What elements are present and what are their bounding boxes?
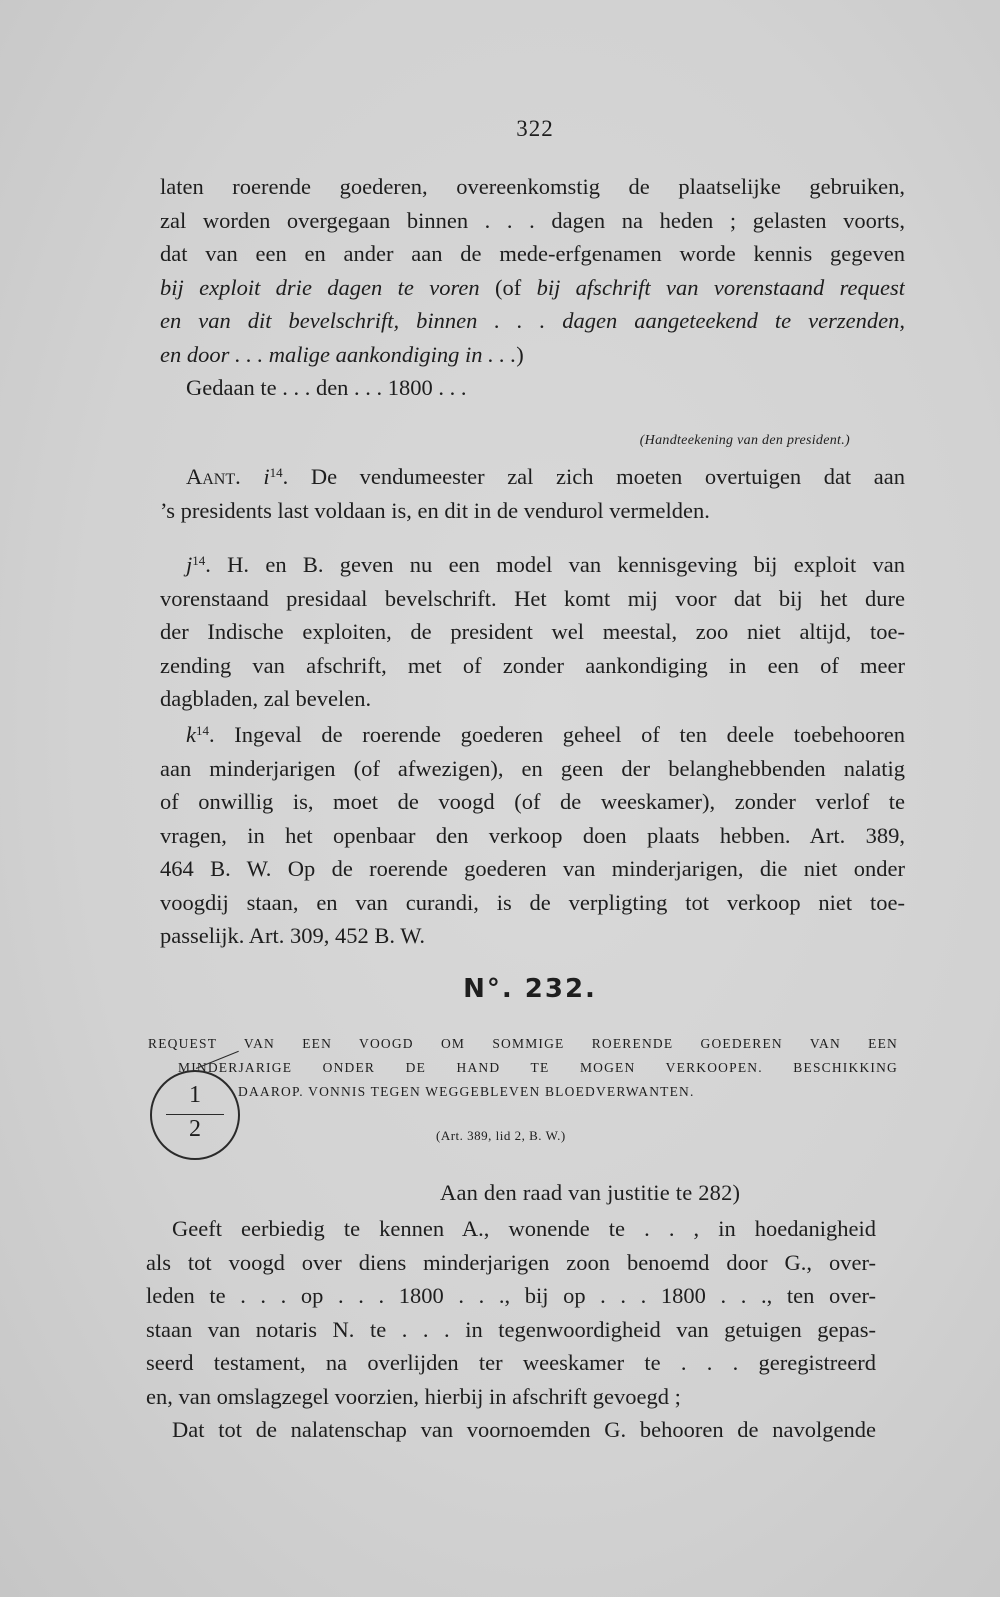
caption-line: REQUEST VAN EEN VOOGD OM SOMMIGE ROERENDE GOEDEREN VAN EEN [148, 1036, 898, 1051]
text-line: als tot voogd over diens minderjarigen zoon benoemd door G., over- [146, 1249, 876, 1275]
text-line: der Indische exploiten, de president wel meestal, zoo niet altijd, toe- [160, 619, 905, 644]
annotation-label: Aant. [186, 464, 241, 489]
italic-phrase: en door . . . malige aankondiging in . . . [160, 341, 517, 367]
text-fragment: . H. en B. geven nu een model van kennisgeving bij exploit van [205, 552, 905, 577]
stamp-fraction-bar [166, 1114, 224, 1115]
stamp-fraction [150, 1070, 240, 1160]
text-line: aan minderjarigen (of afwezigen), en geen der belanghebbenden nalatig [160, 755, 905, 781]
text-line: Geeft eerbiedig te kennen A., wonende te . . , in hoedanigheid [172, 1216, 876, 1241]
text-line [160, 718, 905, 752]
text-line [160, 271, 905, 305]
paragraph-order-continuation [160, 170, 905, 405]
text-line: leden te . . . op . . . 1800 . . ., bij op . . . 1800 . . ., ten over- [146, 1283, 876, 1308]
annotation-i14 [160, 460, 905, 527]
caption-line: MINDERJARIGE ONDER DE HAND TE MOGEN VERKOOPEN. BESCHIKKING [178, 1060, 898, 1075]
article-reference: (Art. 389, lid 2, B. W.) [436, 1128, 566, 1143]
text-line: en van dit bevelschrift, binnen . . . dagen aangeteekend te verzenden, [160, 308, 905, 333]
text-fragment: ) [516, 341, 524, 367]
text-line [160, 548, 905, 582]
text-line: laten roerende goederen, overeenkomstig de plaatselijke gebruiken, [160, 174, 905, 199]
text-line: ’s presidents last voldaan is, en dit in de vendurol vermelden. [160, 497, 710, 523]
text-line: voogdij staan, en van curandi, is de verpligting tot verkoop niet toe- [160, 889, 905, 915]
stamp-denominator: 2 [189, 1116, 201, 1142]
italic-phrase: bij afschrift van vorenstaand request [536, 274, 905, 300]
note-superscript: 14 [269, 465, 283, 480]
text-line: 464 B. W. Op de roerende goederen van minderjarigen, die niet onder [160, 856, 905, 881]
text-line: dagbladen, zal bevelen. [160, 686, 372, 711]
address-line: Aan den raad van justitie te 282) [440, 1180, 741, 1205]
caption-line: DAAROP. VONNIS TEGEN WEGGEBLEVEN BLOEDVERWANTEN. [238, 1084, 695, 1099]
note-letter: k [186, 722, 196, 747]
note-letter: j [186, 552, 193, 577]
request-body [146, 1212, 876, 1447]
annotation-j14 [160, 548, 905, 716]
text-line: en, van omslagzegel voorzien, hierbij in afschrift gevoegd ; [146, 1383, 681, 1409]
text-line: passelijk. Art. 309, 452 B. W. [160, 923, 426, 948]
text-fragment: . De vendumeester zal zich moeten overtuigen dat aan [282, 464, 905, 489]
text-line: Dat tot de nalatenschap van voornoemden G. behooren de navolgende [172, 1417, 876, 1442]
note-superscript: 14 [192, 553, 206, 568]
text-fragment: . Ingeval de roerende goederen geheel of ten deele toebehooren [209, 722, 905, 747]
text-line: seerd testament, na overlijden ter weeskamer te . . . geregistreerd [146, 1350, 876, 1375]
gedaan-line: Gedaan te . . . den . . . 1800 . . . [186, 375, 467, 400]
section-number: N°. 232. [463, 974, 597, 1004]
text-line: vorenstaand presidaal bevelschrift. Het komt mij voor dat bij het dure [160, 585, 905, 611]
signature-note: (Handteekening van den president.) [639, 433, 850, 448]
text-line [160, 338, 905, 372]
annotation-k14 [160, 718, 905, 953]
text-line: zending van afschrift, met of zonder aankondiging in een of meer [160, 652, 905, 678]
page-number: 322 [516, 116, 554, 141]
section-caption [148, 1032, 898, 1104]
text-line: of onwillig is, moet de voogd (of de weeskamer), zonder verlof te [160, 789, 905, 814]
text-line [160, 460, 905, 494]
text-line: staan van notaris N. te . . . in tegenwoordigheid van getuigen gepas- [146, 1316, 876, 1342]
italic-phrase: bij exploit drie dagen te voren [160, 274, 480, 300]
stamp-numerator: 1 [189, 1082, 201, 1108]
text-fragment: (of [494, 274, 522, 300]
note-superscript: 14 [196, 723, 209, 738]
text-line: dat van een en ander aan de mede-erfgenamen worde kennis gegeven [160, 241, 905, 266]
note-letter: i [263, 464, 270, 489]
text-line: zal worden overgegaan binnen . . . dagen na heden ; gelasten voorts, [160, 207, 905, 233]
text-line: vragen, in het openbaar den verkoop doen plaats hebben. Art. 389, [160, 822, 905, 848]
